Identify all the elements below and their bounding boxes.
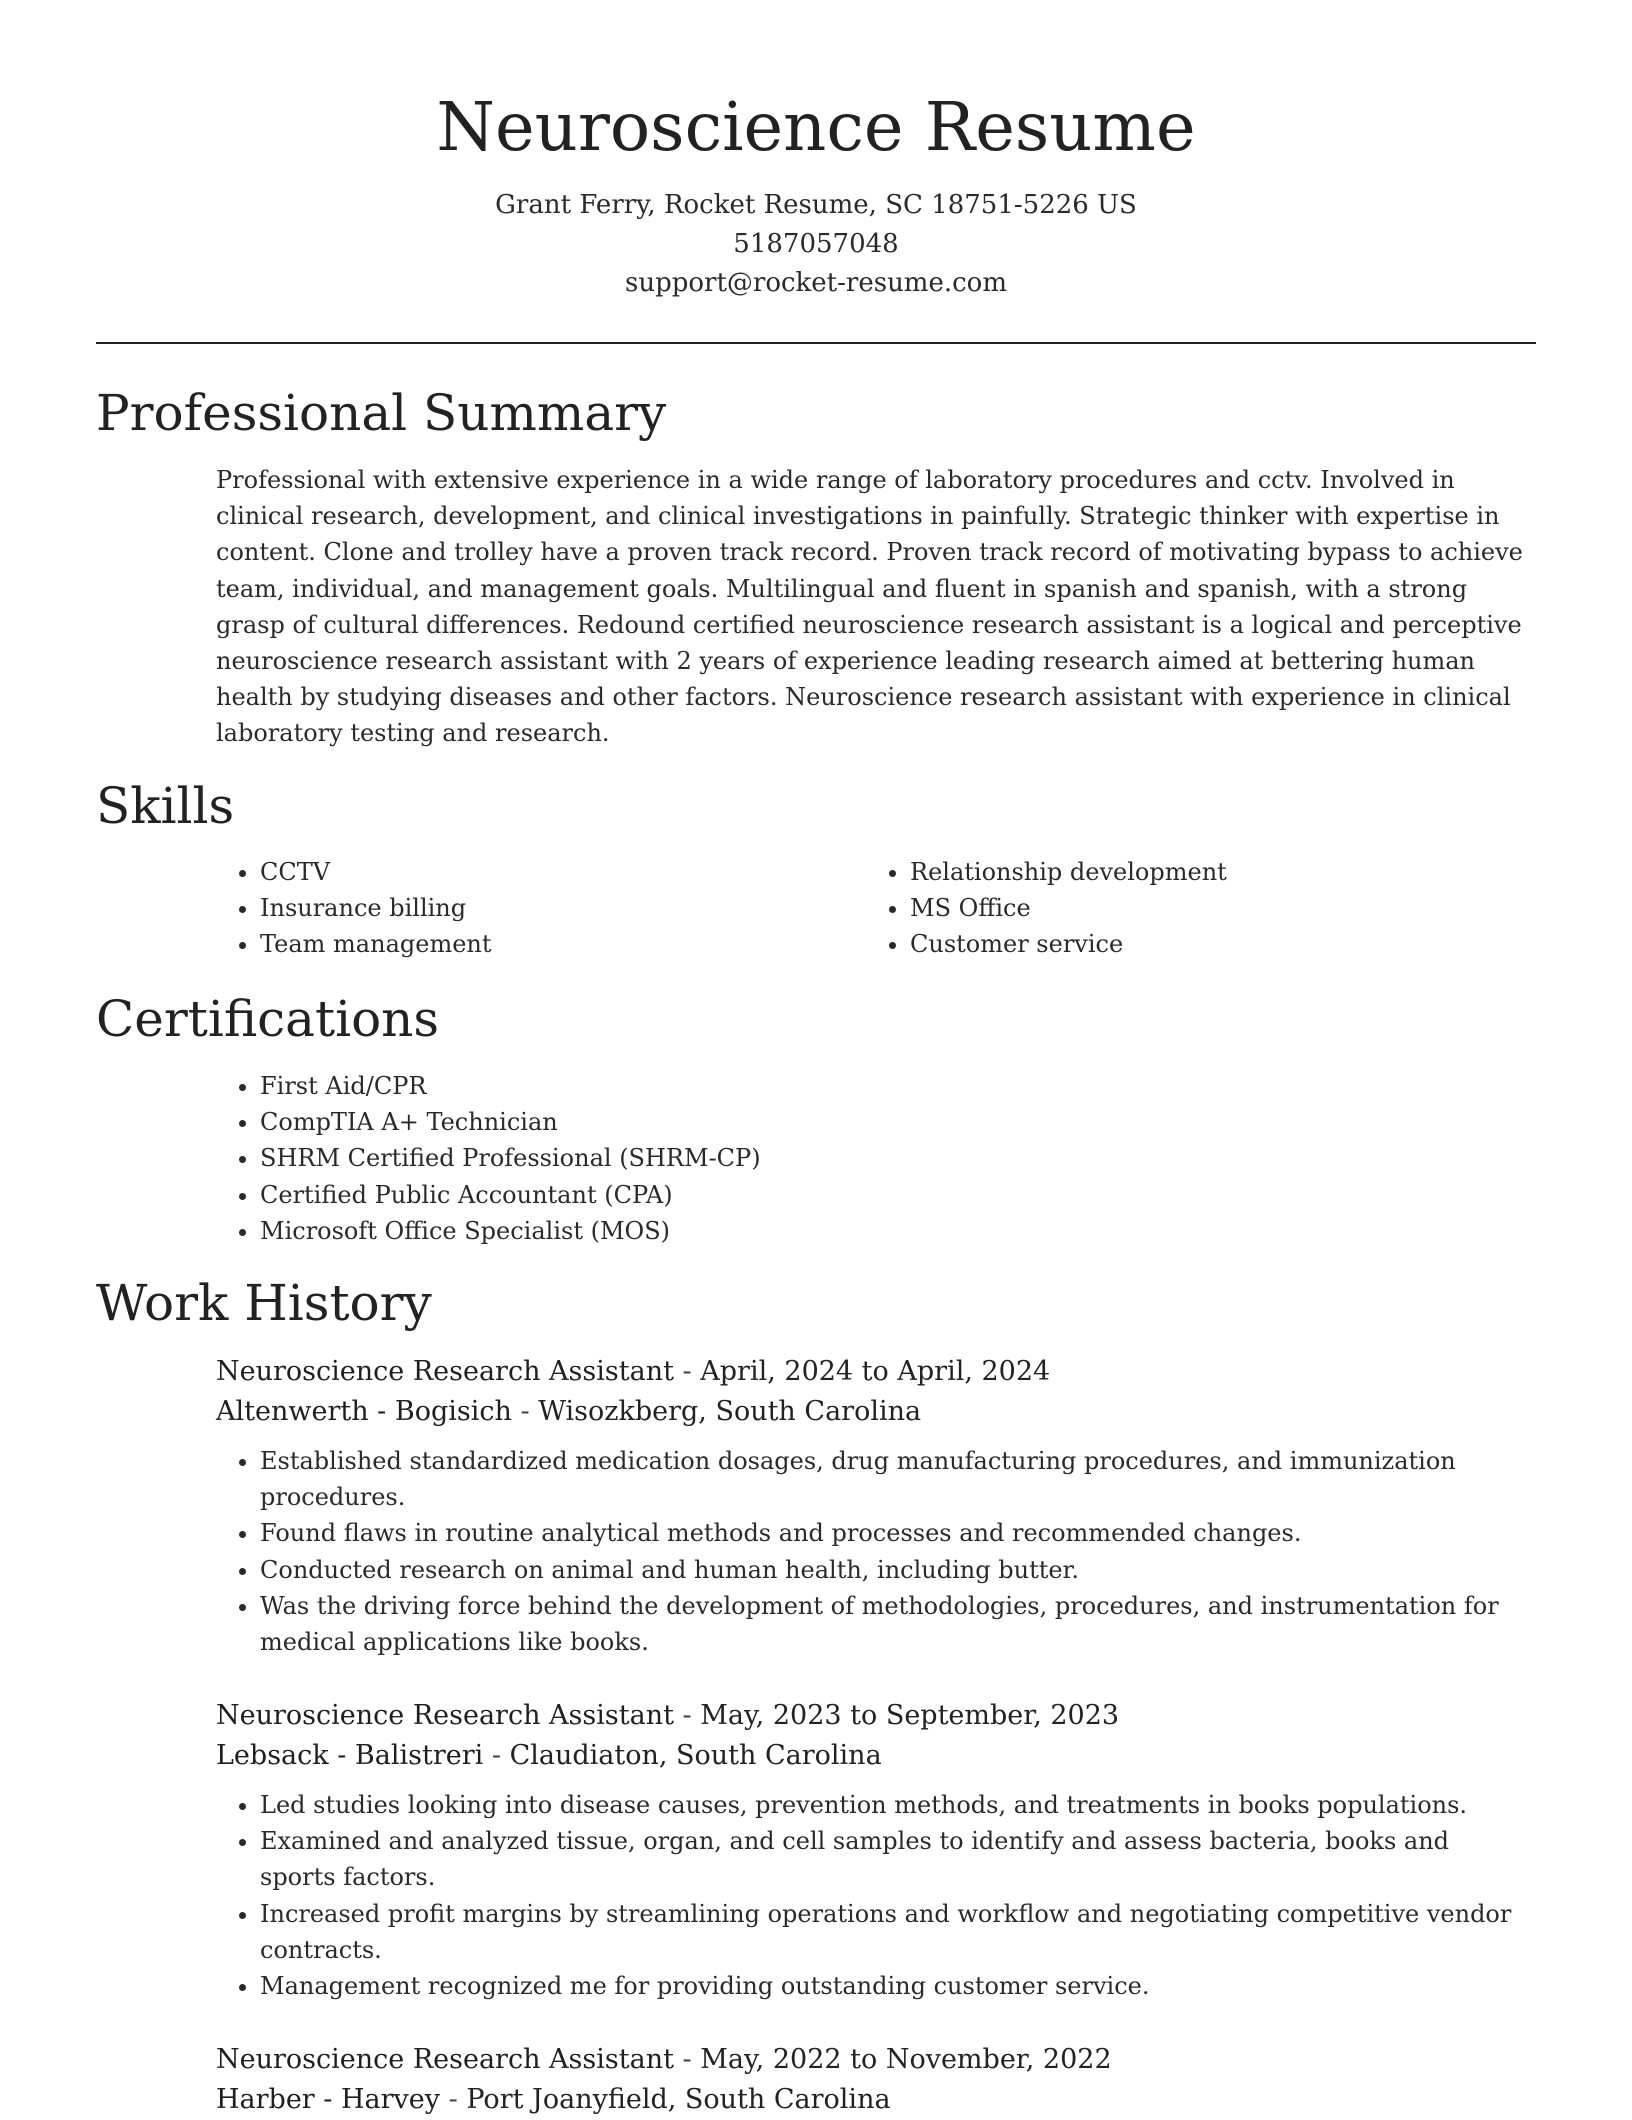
job-title-line	[216, 1696, 1516, 1736]
contact-email: support@rocket-resume.com	[624, 268, 1007, 298]
job-bullet: • Increased profit margins by streamlining operations and workflow and negotiating competitive vendor contracts.	[260, 1896, 1516, 1968]
job-dates: April, 2024 to April, 2024	[700, 1356, 1051, 1387]
resume-title: Neuroscience Resume	[436, 88, 1196, 166]
header-divider	[96, 342, 1536, 344]
job-dates: May, 2023 to September, 2023	[700, 1700, 1120, 1731]
separator: -	[682, 1356, 692, 1387]
job-title-line	[216, 1352, 1516, 1392]
certification-item: • SHRM Certified Professional (SHRM-CP)	[260, 1140, 1536, 1176]
separator: -	[682, 2044, 692, 2075]
skill-item: • CCTV	[260, 854, 856, 890]
certifications-heading: Certifications	[96, 990, 440, 1048]
job-company: Harber - Harvey	[216, 2084, 441, 2115]
resume-header	[96, 82, 1536, 303]
job-bullet: • Was the driving force behind the development of methodologies, procedures, and instrumentation for medical applications like books.	[260, 1588, 1516, 1660]
job-title: Neuroscience Research Assistant	[216, 1700, 674, 1731]
skill-item: • Insurance billing	[260, 890, 856, 926]
summary-heading: Professional Summary	[96, 384, 667, 442]
contact-info	[96, 186, 1536, 303]
job-company: Altenwerth - Bogisich	[216, 1396, 512, 1427]
skills-heading: Skills	[96, 777, 235, 835]
skill-item: • Team management	[260, 926, 856, 962]
job-bullet: • Conducted research on animal and human health, including butter.	[260, 1552, 1516, 1588]
job-location: Port Joanyfield, South Carolina	[466, 2084, 891, 2115]
certification-item: • Microsoft Office Specialist (MOS)	[260, 1213, 1536, 1249]
job-location: Claudiaton, South Carolina	[509, 1740, 882, 1771]
job-company: Lebsack - Balistreri	[216, 1740, 484, 1771]
job-bullet: • Examined and analyzed tissue, organ, and cell samples to identify and assess bacteria, books and sports factors.	[260, 1823, 1516, 1895]
job-entry	[216, 1352, 1516, 1660]
separator: -	[491, 1740, 501, 1771]
job-bullet: • Led studies looking into disease causes, prevention methods, and treatments in books populations.	[260, 1787, 1516, 1823]
certification-item: • CompTIA A+ Technician	[260, 1104, 1536, 1140]
job-title-line	[216, 2040, 1516, 2080]
skill-item: • Customer service	[910, 926, 1506, 962]
certifications-list	[216, 1068, 1536, 1249]
job-title: Neuroscience Research Assistant	[216, 2044, 674, 2075]
job-bullets	[216, 1443, 1516, 1660]
work-history-heading: Work History	[96, 1274, 432, 1332]
separator: -	[448, 2084, 458, 2115]
certification-item: • First Aid/CPR	[260, 1068, 1536, 1104]
summary-text: Professional with extensive experience in a wide range of laboratory procedures and cctv. Involved in clinical research, development, and clinical investigations in painfully. Strategic thinker with expertise in content. Clone and trolley have a proven track record. Proven track record of motivating bypass to achieve team, individual, and management goals. Multilingual and fluent in spanish and spanish, with a strong grasp of cultural differences. Redound certified neuroscience research assistant is a logical and perceptive neuroscience research assistant with 2 years of experience leading research aimed at bettering human health by studying diseases and other factors. Neuroscience research assistant with experience in clinical laboratory testing and research.	[216, 466, 1523, 748]
job-company-line	[216, 1736, 1516, 1776]
job-company-line	[216, 1392, 1516, 1432]
skill-item: • Relationship development	[910, 854, 1506, 890]
job-title: Neuroscience Research Assistant	[216, 1356, 674, 1387]
job-bullet: • Management recognized me for providing outstanding customer service.	[260, 1968, 1516, 2004]
job-dates: May, 2022 to November, 2022	[700, 2044, 1112, 2075]
job-company-line	[216, 2080, 1516, 2120]
contact-address: Grant Ferry, Rocket Resume, SC 18751-5226 US	[495, 190, 1137, 220]
certification-item: • Certified Public Accountant (CPA)	[260, 1177, 1536, 1213]
separator: -	[520, 1396, 530, 1427]
skill-item: • MS Office	[910, 890, 1506, 926]
job-bullet: • Found flaws in routine analytical methods and processes and recommended changes.	[260, 1515, 1516, 1551]
job-entry	[216, 2040, 1516, 2120]
skills-column-left	[216, 854, 856, 963]
contact-phone: 5187057048	[733, 229, 899, 259]
skills-column-right	[866, 854, 1506, 963]
job-location: Wisozkberg, South Carolina	[538, 1396, 922, 1427]
job-entry	[216, 1696, 1516, 2004]
separator: -	[682, 1700, 692, 1731]
job-bullet: • Established standardized medication dosages, drug manufacturing procedures, and immunization procedures.	[260, 1443, 1516, 1515]
job-bullets	[216, 1787, 1516, 2004]
